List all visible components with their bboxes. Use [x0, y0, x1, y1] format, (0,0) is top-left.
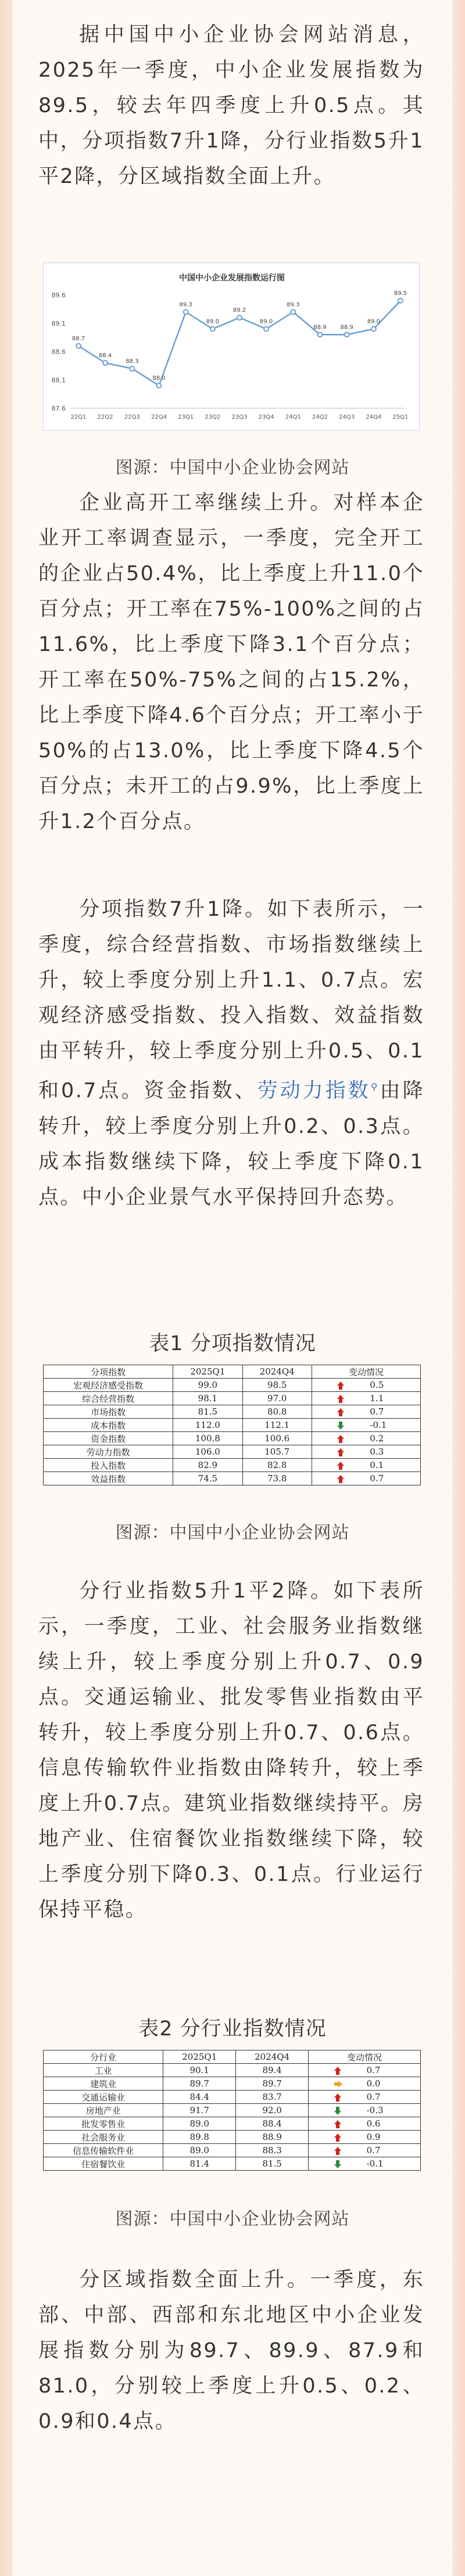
chart-data-label: 89.0 [206, 318, 219, 325]
change-value-cell: -0.3 [344, 2104, 421, 2117]
chart-data-point [130, 366, 134, 371]
table-header-cell: 2024Q4 [236, 2050, 309, 2064]
left-border-decoration [0, 0, 13, 2576]
arrow-up-icon [337, 1395, 344, 1403]
row-name-cell: 市场指数 [44, 1405, 173, 1419]
row-current-cell: 74.5 [173, 1472, 242, 1485]
paragraph-intro: 据中国中小企业协会网站消息，2025年一季度，中小企业发展指数为89.5，较去年四季度上升0.5点。其中，分项指数7升1降，分行业指数5升1平2降，分区域指数全面上升。 [38, 23, 424, 188]
paragraph-subindex-part-b: 由降转升，较上季度分别上升0.2、0.3点。成本指数继续下降，较上季度下降0.1点。中小企业景气水平保持回升态势。 [38, 1079, 424, 1209]
row-current-cell: 112.0 [173, 1419, 242, 1432]
arrow-up-icon [334, 2134, 341, 2142]
change-arrow-cell [309, 2144, 344, 2157]
chart-x-tick-label: 23Q4 [258, 414, 274, 420]
arrow-right-icon [334, 2080, 341, 2088]
paragraph-subindex [38, 892, 424, 1215]
arrow-up-icon [334, 2093, 341, 2102]
change-arrow-cell [312, 1419, 346, 1432]
chart-y-tick-label: 89.6 [51, 292, 66, 299]
row-previous-cell: 88.9 [236, 2131, 309, 2144]
row-previous-cell: 112.1 [242, 1419, 312, 1432]
row-current-cell: 89.7 [163, 2077, 236, 2091]
table-header-row [44, 1365, 421, 1379]
row-current-cell: 106.0 [173, 1445, 242, 1459]
chart-x-tick-label: 24Q2 [312, 414, 328, 420]
row-previous-cell: 73.8 [242, 1472, 312, 1485]
paragraph-industry: 分行业指数5升1平2降。如下表所示，一季度，工业、社会服务业指数继续上升，较上季度分别上升0.7、0.9点。交通运输业、批发零售业指数由平转升，较上季度分别上升0.7、0.6点。信息传输软件业指数由降转升，较上季度上升0.7点。建筑业指数继续持平。房地产业、住宿餐饮业指数继续下降，较上季度分别下降0.3、0.1点。行业运行保持平稳。 [38, 1580, 424, 1922]
change-arrow-cell [309, 2157, 344, 2171]
change-value-cell: 0.3 [346, 1445, 420, 1459]
chart-data-label: 88.3 [126, 358, 139, 365]
arrow-up-icon [337, 1475, 344, 1483]
row-name-cell: 住宿餐饮业 [44, 2157, 163, 2171]
table-row [44, 1392, 421, 1405]
chart-data-point [210, 327, 215, 332]
chart-x-tick-label: 22Q2 [97, 414, 113, 420]
chart-y-tick-label: 89.1 [51, 319, 66, 328]
chart-data-point [264, 327, 269, 332]
change-value-cell: 0.2 [346, 1432, 420, 1445]
chart-data-label: 89.3 [287, 301, 300, 308]
chart-x-tick-label: 24Q3 [339, 414, 355, 420]
row-name-cell: 社会服务业 [44, 2131, 163, 2144]
chart-data-label: 88.9 [313, 324, 327, 331]
table-row [44, 1379, 421, 1392]
change-arrow-cell [309, 2117, 344, 2131]
chart-x-tick-label: 24Q4 [366, 414, 382, 420]
row-name-cell: 房地产业 [44, 2104, 163, 2117]
change-value-cell: 0.9 [344, 2131, 421, 2144]
change-value-cell: 1.1 [346, 1392, 420, 1405]
chart-source-caption: 图源：中国中小企业协会网站 [115, 458, 350, 478]
table-row [44, 1459, 421, 1472]
chart-data-point [398, 298, 403, 303]
row-name-cell: 宏观经济感受指数 [44, 1379, 173, 1392]
change-arrow-cell [312, 1379, 346, 1392]
paragraph-operating-rate: 企业高开工率继续上升。对样本企业开工率调查显示，一季度，完全开工的企业占50.4%，比上季度上升11.0个百分点；开工率在75%-100%之间的占11.6%，比上季度下降3.1个百分点；开工率在50%-75%之间的占15.2%，比上季度下降4.6个百分点；开工率小于50%的占13.0%，比上季度下降4.5个百分点；未开工的占9.9%，比上季度上升1.2个百分点。 [38, 491, 424, 833]
chart-data-label: 89.5 [394, 290, 407, 297]
chart-data-label: 88.0 [152, 375, 166, 382]
arrow-up-icon [334, 2120, 341, 2128]
row-previous-cell: 92.0 [236, 2104, 309, 2117]
table-header-cell: 变动情况 [309, 2050, 421, 2064]
row-previous-cell: 88.3 [236, 2144, 309, 2157]
chart-data-label: 88.7 [71, 335, 85, 342]
row-previous-cell: 100.6 [242, 1432, 312, 1445]
row-name-cell: 信息传输软件业 [44, 2144, 163, 2157]
row-name-cell: 资金指数 [44, 1432, 173, 1445]
chart-x-tick-label: 23Q1 [178, 414, 194, 420]
row-current-cell: 89.0 [163, 2144, 236, 2157]
row-name-cell: 交通运输业 [44, 2091, 163, 2104]
chart-data-point [76, 344, 81, 348]
chart-y-tick-label: 88.1 [51, 376, 66, 384]
arrow-down-icon [334, 2107, 341, 2115]
chart-data-point [318, 332, 323, 337]
table-row [44, 2157, 421, 2171]
paragraph-subindex-part-a: 分项指数7升1降。如下表所示，一季度，综合经营指数、市场指数继续上升，较上季度分别上升1.1、0.7点。宏观经济感受指数、投入指数、效益指数由平转升，较上季度分别上升0.5、0.1和0.7点。资金指数、 [38, 898, 424, 1103]
chart-title: 中国中小企业发展指数运行图 [179, 274, 285, 283]
table1-title: 表1 分项指数情况 [149, 1332, 316, 1355]
chart-x-tick-label: 23Q2 [205, 414, 221, 420]
index-line-chart [43, 262, 420, 431]
change-arrow-cell [309, 2077, 344, 2091]
change-arrow-cell [312, 1472, 346, 1485]
change-arrow-cell [312, 1445, 346, 1459]
row-current-cell: 81.5 [173, 1405, 242, 1419]
change-value-cell: 0.7 [344, 2091, 421, 2104]
arrow-up-icon [337, 1408, 344, 1416]
row-previous-cell: 89.4 [236, 2064, 309, 2077]
chart-y-tick-label: 88.6 [51, 348, 66, 356]
row-name-cell: 建筑业 [44, 2077, 163, 2091]
row-current-cell: 84.4 [163, 2091, 236, 2104]
change-value-cell: -0.1 [346, 1419, 420, 1432]
chart-data-point [184, 310, 188, 314]
industry-table [43, 2050, 421, 2171]
chart-x-tick-label: 23Q3 [231, 414, 248, 420]
row-previous-cell: 98.5 [242, 1379, 312, 1392]
arrow-down-icon [334, 2160, 341, 2168]
row-current-cell: 90.1 [163, 2064, 236, 2077]
row-name-cell: 投入指数 [44, 1459, 173, 1472]
change-value-cell: 0.5 [346, 1379, 420, 1392]
row-previous-cell: 80.8 [242, 1405, 312, 1419]
row-previous-cell: 105.7 [242, 1445, 312, 1459]
change-arrow-cell [312, 1459, 346, 1472]
change-value-cell: 0.1 [346, 1459, 420, 1472]
change-value-cell: 0.7 [346, 1405, 420, 1419]
row-current-cell: 89.8 [163, 2131, 236, 2144]
row-current-cell: 89.0 [163, 2117, 236, 2131]
chart-data-point [371, 327, 376, 332]
row-previous-cell: 88.4 [236, 2117, 309, 2131]
table-row [44, 2077, 421, 2091]
chart-x-tick-label: 24Q1 [285, 414, 301, 420]
change-value-cell: 0.6 [344, 2117, 421, 2131]
chart-data-point [345, 332, 349, 337]
row-previous-cell: 81.5 [236, 2157, 309, 2171]
table-row [44, 2104, 421, 2117]
table-row [44, 1432, 421, 1445]
chart-data-label: 88.4 [99, 352, 112, 359]
change-value-cell: 0.0 [344, 2077, 421, 2091]
table1-source-caption: 图源：中国中小企业协会网站 [115, 1523, 350, 1543]
change-arrow-cell [309, 2064, 344, 2077]
change-value-cell: 0.7 [344, 2064, 421, 2077]
table-header-cell: 变动情况 [312, 1365, 420, 1379]
change-arrow-cell [312, 1432, 346, 1445]
table-header-cell: 分项指数 [44, 1365, 173, 1379]
table-header-cell: 2024Q4 [242, 1365, 312, 1379]
chart-x-tick-label: 22Q1 [70, 414, 87, 420]
row-name-cell: 综合经营指数 [44, 1392, 173, 1405]
arrow-up-icon [337, 1435, 344, 1443]
row-name-cell: 工业 [44, 2064, 163, 2077]
table-header-cell: 分行业 [44, 2050, 163, 2064]
chart-data-label: 89.2 [233, 307, 246, 314]
row-name-cell: 批发零售业 [44, 2117, 163, 2131]
paragraph-region: 分区域指数全面上升。一季度，东部、中部、西部和东北地区中小企业发展指数分别为89.7、89.9、87.9和81.0，分别较上季度上升0.5、0.2、0.9和0.4点。 [38, 2268, 424, 2433]
change-arrow-cell [312, 1392, 346, 1405]
row-current-cell: 100.8 [173, 1432, 242, 1445]
row-current-cell: 91.7 [163, 2104, 236, 2117]
table-row [44, 2131, 421, 2144]
arrow-up-icon [334, 2147, 341, 2155]
table-header-cell: 2025Q1 [163, 2050, 236, 2064]
chart-data-label: 89.0 [367, 318, 380, 325]
change-value-cell: 0.7 [344, 2144, 421, 2157]
arrow-up-icon [337, 1448, 344, 1456]
table2-source-caption: 图源：中国中小企业协会网站 [115, 2209, 350, 2229]
table-row [44, 2064, 421, 2077]
labor-index-link[interactable]: 劳动力指数 [257, 1079, 371, 1103]
row-name-cell: 成本指数 [44, 1419, 173, 1432]
table-header-row [44, 2050, 421, 2064]
table-row [44, 1445, 421, 1459]
row-current-cell: 98.1 [173, 1392, 242, 1405]
right-border-decoration [452, 0, 465, 2576]
change-arrow-cell [312, 1405, 346, 1419]
table-row [44, 1472, 421, 1485]
change-arrow-cell [309, 2131, 344, 2144]
row-previous-cell: 89.7 [236, 2077, 309, 2091]
row-previous-cell: 83.7 [236, 2091, 309, 2104]
row-current-cell: 82.9 [173, 1459, 242, 1472]
change-value-cell: 0.7 [346, 1472, 420, 1485]
subindex-table [43, 1365, 421, 1485]
table2-title: 表2 分行业指数情况 [138, 2017, 327, 2041]
chart-data-point [157, 383, 162, 388]
change-arrow-cell [309, 2104, 344, 2117]
chart-data-label: 89.3 [179, 301, 192, 308]
chart-data-label: 88.9 [340, 324, 353, 331]
table-row [44, 2144, 421, 2157]
arrow-up-icon [334, 2067, 341, 2075]
table-row [44, 1419, 421, 1432]
arrow-up-icon [337, 1381, 344, 1390]
arrow-up-icon [337, 1462, 344, 1470]
chart-x-tick-label: 22Q3 [124, 414, 140, 420]
change-value-cell: -0.1 [344, 2157, 421, 2171]
search-icon[interactable]: ⚲ [370, 1081, 379, 1092]
chart-data-label: 89.0 [260, 318, 273, 325]
row-name-cell: 效益指数 [44, 1472, 173, 1485]
chart-canvas [44, 263, 420, 431]
row-current-cell: 99.0 [173, 1379, 242, 1392]
chart-data-point [103, 361, 108, 365]
arrow-down-icon [337, 1422, 344, 1430]
chart-y-tick-label: 87.6 [51, 405, 66, 412]
chart-data-point [291, 310, 295, 314]
row-name-cell: 劳动力指数 [44, 1445, 173, 1459]
table-header-cell: 2025Q1 [173, 1365, 242, 1379]
change-arrow-cell [309, 2091, 344, 2104]
chart-data-point [237, 315, 242, 320]
table-row [44, 1405, 421, 1419]
row-current-cell: 81.4 [163, 2157, 236, 2171]
chart-x-tick-label: 22Q4 [151, 414, 167, 420]
row-previous-cell: 97.0 [242, 1392, 312, 1405]
table-row [44, 2091, 421, 2104]
row-previous-cell: 82.8 [242, 1459, 312, 1472]
table-row [44, 2117, 421, 2131]
chart-x-tick-label: 25Q1 [392, 414, 409, 420]
